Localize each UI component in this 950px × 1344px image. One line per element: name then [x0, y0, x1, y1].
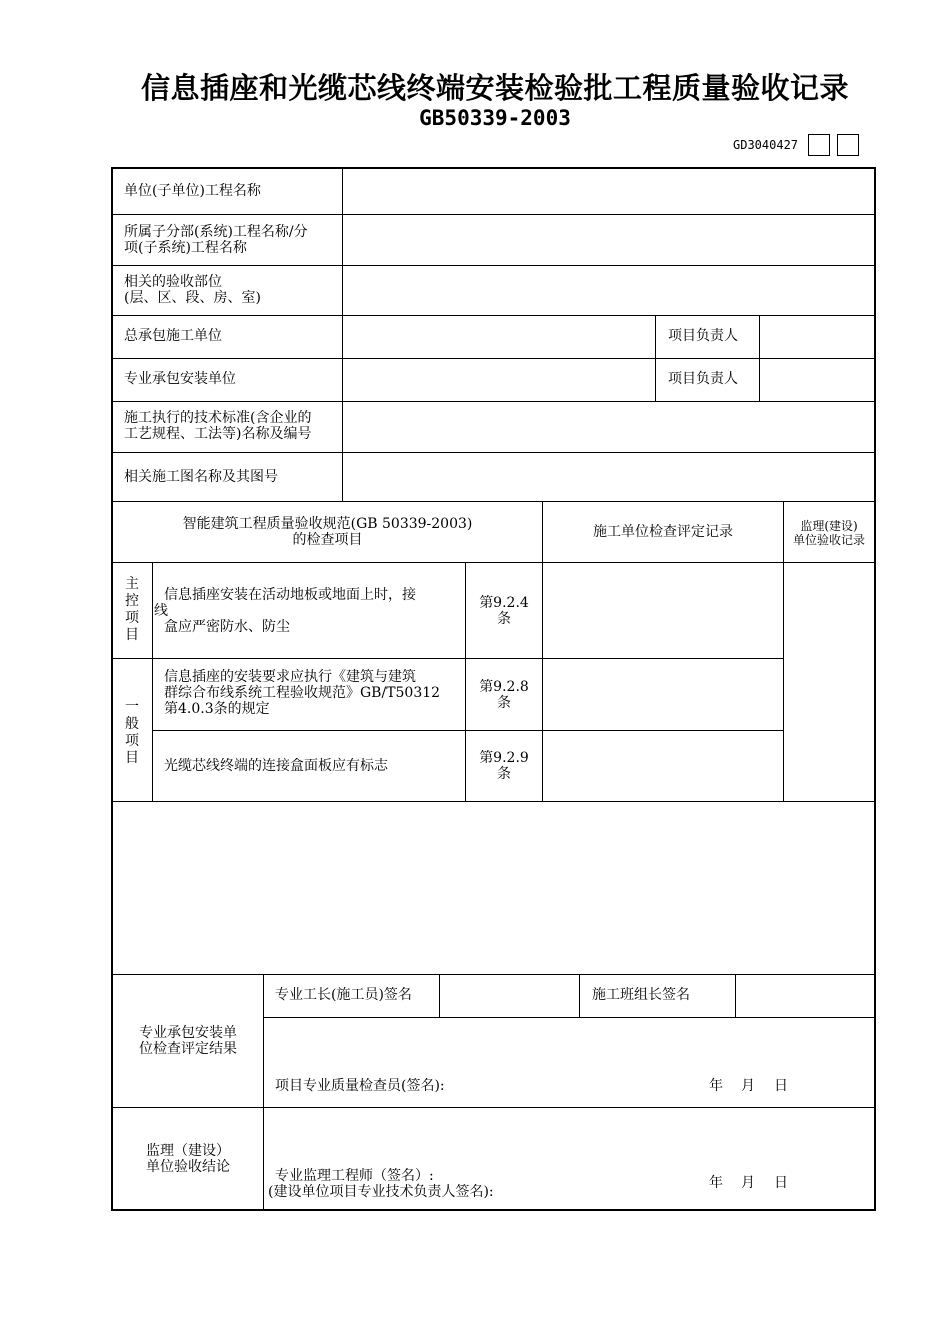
form-code-box-2[interactable] [837, 134, 859, 156]
general-contractor-field[interactable] [343, 316, 655, 358]
subsection-label-line1: 所属子分部(系统)工程名称/分 [124, 224, 308, 240]
location-field[interactable] [343, 266, 874, 315]
project-leader-label-2: 项目负责人 [668, 371, 738, 387]
inspection-form [111, 167, 876, 1211]
main-control-item-line1: 信息插座安装在活动地板或地面上时，接 [164, 587, 416, 603]
supervision-record-field[interactable] [784, 563, 874, 801]
spec-header-line2: 的检查项目 [292, 532, 363, 548]
owner-tech-lead-label: (建设单位项目专业技术负责人签名): [268, 1184, 494, 1200]
main-control-item-line2: 线 [154, 603, 168, 619]
team-leader-signature-field[interactable] [736, 975, 874, 1017]
form-code-box-1[interactable] [808, 134, 830, 156]
form-code: GD3040427 [733, 138, 799, 152]
subsection-label-line2: 项(子系统)工程名称 [124, 240, 247, 256]
drawing-field[interactable] [343, 453, 874, 501]
project-leader-field-2[interactable] [760, 359, 874, 401]
supervision-header-line1: 监理(建设) [800, 519, 858, 533]
date-day-2: 日 [774, 1175, 788, 1191]
general-item2: 光缆芯线终端的连接盒面板应有标志 [164, 758, 388, 774]
general-item2-clause-line1: 第9.2.9 [479, 750, 529, 766]
main-control-record-field[interactable] [543, 563, 783, 658]
sub-contractor-label: 专业承包安装单位 [124, 371, 236, 387]
location-label-line2: (层、区、段、房、室) [124, 290, 261, 306]
page-title: 信息插座和光缆芯线终端安装检验批工程质量验收记录 [140, 71, 849, 105]
general-item1-record-field[interactable] [543, 659, 783, 730]
project-name-field[interactable] [343, 169, 874, 214]
main-control-clause-line1: 第9.2.4 [479, 595, 529, 611]
project-leader-label-1: 项目负责人 [668, 328, 738, 344]
team-leader-label: 施工班组长签名 [592, 987, 690, 1003]
general-item1-line3: 第4.0.3条的规定 [164, 701, 270, 717]
project-name-label: 单位(子单位)工程名称 [124, 183, 261, 199]
main-control-label: 主控项目 [125, 576, 139, 643]
foreman-signature-field[interactable] [440, 975, 579, 1017]
location-label-line1: 相关的验收部位 [124, 274, 222, 290]
general-item2-record-field[interactable] [543, 731, 783, 801]
general-item1-line1: 信息插座的安装要求应执行《建筑与建筑 [164, 669, 416, 685]
main-control-clause-line2: 条 [497, 611, 511, 627]
sub-contractor-field[interactable] [343, 359, 655, 401]
tech-standard-label-line1: 施工执行的技术标准(含企业的 [124, 410, 312, 426]
general-item1-line2: 群综合布线系统工程验收规范》GB/T50312 [164, 685, 441, 701]
main-control-item-line3: 盒应严密防水、防尘 [164, 619, 290, 635]
general-item1-clause-line2: 条 [497, 695, 511, 711]
drawing-label: 相关施工图名称及其图号 [124, 469, 278, 485]
general-items-label: 一般项目 [125, 699, 139, 766]
contractor-result-label-line2: 位检查评定结果 [139, 1041, 237, 1057]
tech-standard-label-line2: 工艺规程、工法等)名称及编号 [124, 426, 312, 442]
subsection-field[interactable] [343, 215, 874, 265]
date-month-2: 月 [741, 1175, 755, 1191]
date-year-1: 年 [709, 1078, 723, 1094]
supervision-conclusion-label-line1: 监理（建设） [146, 1143, 230, 1159]
general-contractor-label: 总承包施工单位 [124, 328, 222, 344]
spec-header-line1: 智能建筑工程质量验收规范(GB 50339-2003) [182, 516, 473, 532]
date-month-1: 月 [741, 1078, 755, 1094]
general-item1-clause-line1: 第9.2.8 [479, 679, 529, 695]
standard-code: GB50339-2003 [419, 106, 571, 130]
construction-record-header: 施工单位检查评定记录 [593, 524, 733, 540]
project-leader-field-1[interactable] [760, 316, 874, 358]
quality-inspector-label: 项目专业质量检查员(签名): [275, 1078, 445, 1094]
foreman-label: 专业工长(施工员)签名 [275, 987, 412, 1003]
supervision-conclusion-label-line2: 单位验收结论 [146, 1159, 230, 1175]
notes-area[interactable] [113, 802, 874, 974]
tech-standard-field[interactable] [343, 402, 874, 452]
general-item2-clause-line2: 条 [497, 766, 511, 782]
supervision-header-line2: 单位验收记录 [792, 533, 865, 547]
date-year-2: 年 [709, 1175, 723, 1191]
contractor-result-label-line1: 专业承包安装单 [139, 1025, 237, 1041]
supervision-engineer-label: 专业监理工程师（签名）: [275, 1168, 434, 1184]
date-day-1: 日 [774, 1078, 788, 1094]
